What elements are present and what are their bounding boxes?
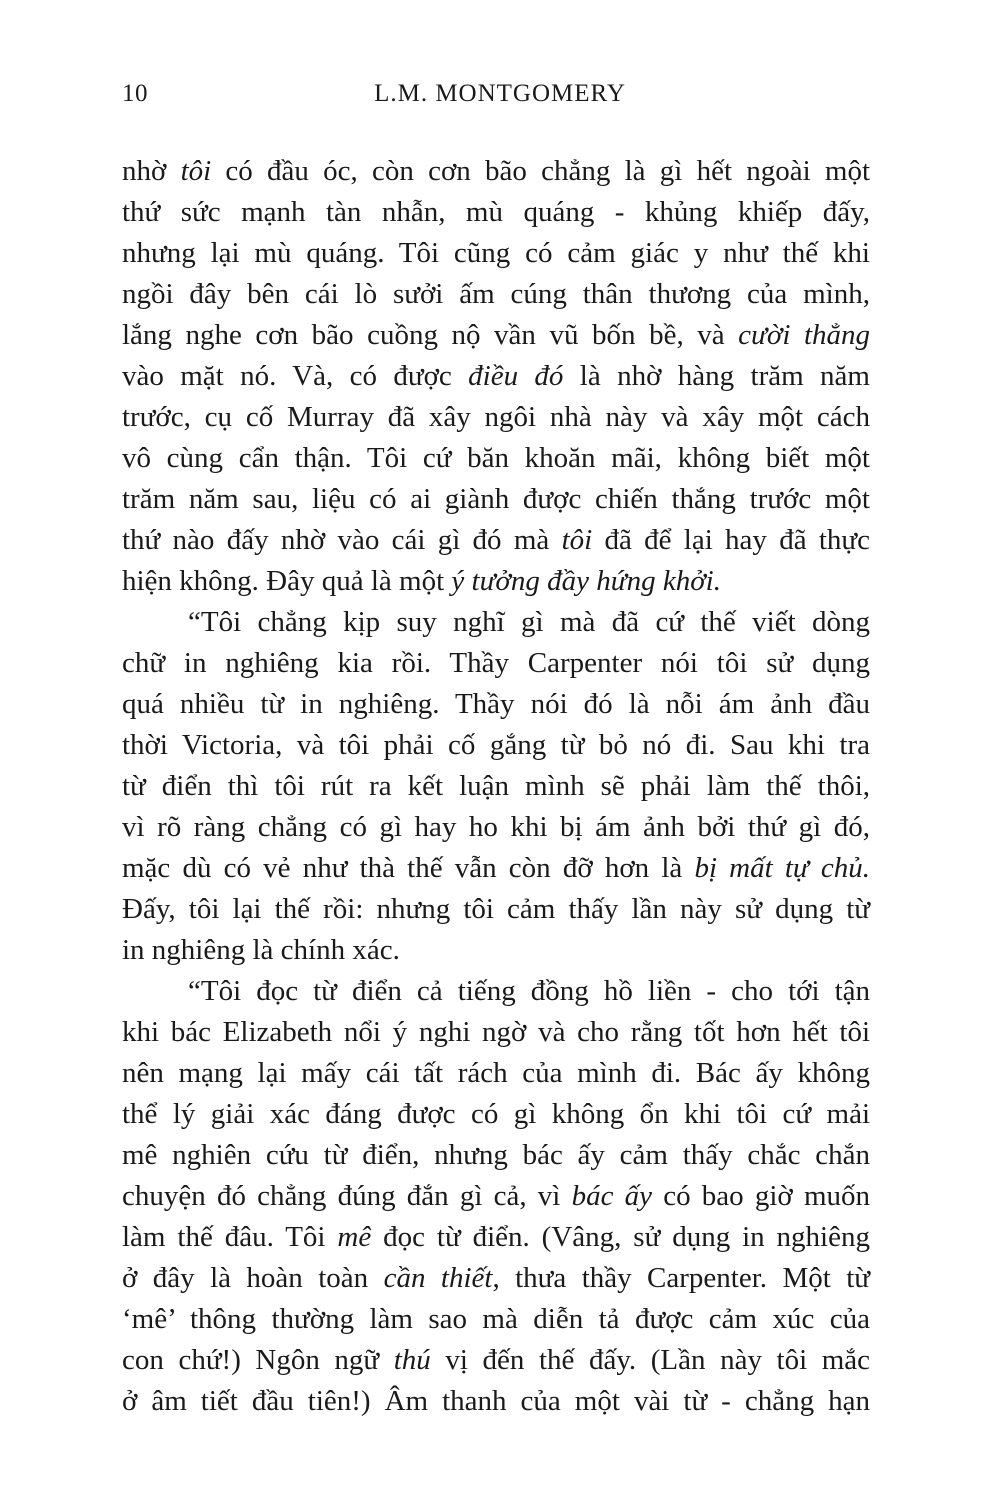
text-run: làm thế đâu. Tôi bbox=[122, 1221, 338, 1253]
italic-text: điều đó bbox=[468, 360, 564, 392]
text-line bbox=[122, 1053, 870, 1094]
italic-text: cười thẳng bbox=[738, 319, 871, 351]
text-run: nên mạng lại mấy cái tất rách của mình đi. Bác ấy không bbox=[122, 1057, 870, 1089]
text-run: đọc từ điển. (Vâng, sử dụng in nghiêng bbox=[371, 1221, 870, 1253]
italic-text: bác ấy bbox=[571, 1180, 653, 1212]
text-run: là nhờ hàng trăm năm bbox=[563, 360, 870, 392]
text-run: ‘mê’ thông thường làm sao mà diễn tả được cảm xúc của bbox=[122, 1303, 870, 1335]
page-number: 10 bbox=[122, 80, 148, 107]
text-line bbox=[122, 1381, 870, 1422]
text-run: nhờ bbox=[122, 155, 181, 187]
text-run: thứ sức mạnh tàn nhẫn, mù quáng - khủng khiếp đấy, bbox=[122, 196, 870, 228]
italic-text: cần thiết bbox=[383, 1262, 493, 1294]
text-line bbox=[122, 930, 870, 971]
text-run: mặc dù có vẻ như thà thế vẫn còn đỡ hơn là bbox=[122, 852, 695, 884]
running-title: L.M. MONTGOMERY bbox=[374, 80, 626, 107]
text-line bbox=[122, 766, 870, 807]
text-run: thể lý giải xác đáng được có gì không ổn khi tôi cứ mải bbox=[122, 1098, 870, 1130]
text-line bbox=[122, 356, 870, 397]
text-run: Đấy, tôi lại thế rồi: nhưng tôi cảm thấy lần này sử dụng từ bbox=[122, 893, 870, 925]
text-run: khi bác Elizabeth nổi ý nghi ngờ và cho rằng tốt hơn hết tôi bbox=[122, 1016, 870, 1048]
text-run: từ điển thì tôi rút ra kết luận mình sẽ phải làm thế thôi, bbox=[122, 770, 870, 802]
text-line bbox=[122, 561, 870, 602]
text-line bbox=[122, 1299, 870, 1340]
text-run: thứ nào đấy nhờ vào cái gì đó mà bbox=[122, 524, 562, 556]
text-run: in nghiêng là chính xác. bbox=[122, 934, 400, 966]
text-line bbox=[122, 151, 870, 192]
text-line bbox=[122, 1135, 870, 1176]
text-run: lắng nghe cơn bão cuồng nộ vần vũ bốn bề, và bbox=[122, 319, 739, 351]
text-run: con chứ!) Ngôn ngữ bbox=[122, 1344, 394, 1376]
italic-text: tôi bbox=[180, 155, 212, 187]
text-line bbox=[122, 848, 870, 889]
text-line bbox=[122, 602, 870, 643]
text-run: trăm năm sau, liệu có ai giành được chiến thắng trước một bbox=[122, 483, 870, 515]
text-run: mê nghiên cứu từ điển, nhưng bác ấy cảm thấy chắc chắn bbox=[122, 1139, 870, 1171]
text-line bbox=[122, 725, 870, 766]
text-line bbox=[122, 315, 870, 356]
text-line bbox=[122, 971, 870, 1012]
text-run: trước, cụ cố Murray đã xây ngôi nhà này và xây một cách bbox=[122, 401, 870, 433]
text-run: vì rõ ràng chẳng có gì hay ho khi bị ám ảnh bởi thứ gì đó, bbox=[122, 811, 870, 843]
italic-text: thú bbox=[393, 1344, 431, 1376]
text-line bbox=[122, 192, 870, 233]
text-run: ở đây là hoàn toàn bbox=[122, 1262, 384, 1294]
text-run: có đầu óc, còn cơn bão chẳng là gì hết ngoài một bbox=[211, 155, 871, 187]
text-line bbox=[122, 233, 870, 274]
text-line bbox=[122, 1258, 870, 1299]
text-run: vị đến thế đấy. (Lần này tôi mắc bbox=[430, 1344, 871, 1376]
body-text bbox=[122, 151, 870, 1422]
text-line bbox=[122, 1217, 870, 1258]
text-run: đã để lại hay đã thực bbox=[592, 524, 870, 556]
text-run: chữ in nghiêng kia rồi. Thầy Carpenter nói tôi sử dụng bbox=[122, 647, 870, 679]
text-run: quá nhiều từ in nghiêng. Thầy nói đó là nỗi ám ảnh đầu bbox=[122, 688, 870, 720]
text-run: vào mặt nó. Và, có được bbox=[122, 360, 469, 392]
italic-text: bị mất tự chủ. bbox=[694, 852, 870, 884]
text-run: chuyện đó chẳng đúng đắn gì cả, vì bbox=[122, 1180, 572, 1212]
text-line bbox=[122, 1340, 870, 1381]
text-run: vô cùng cẩn thận. Tôi cứ băn khoăn mãi, không biết một bbox=[122, 442, 870, 474]
text-run: “Tôi chẳng kịp suy nghĩ gì mà đã cứ thế viết dòng bbox=[188, 606, 870, 638]
text-line bbox=[122, 684, 870, 725]
text-run: “Tôi đọc từ điển cả tiếng đồng hồ liền - cho tới tận bbox=[188, 975, 870, 1007]
text-run: nhưng lại mù quáng. Tôi cũng có cảm giác y như thế khi bbox=[122, 237, 870, 269]
italic-text: ý tưởng đầy hứng khởi. bbox=[451, 565, 721, 597]
text-line bbox=[122, 643, 870, 684]
italic-text: mê bbox=[337, 1221, 372, 1253]
text-line bbox=[122, 274, 870, 315]
page-header bbox=[122, 80, 878, 116]
text-run: ở âm tiết đầu tiên!) Âm thanh của một vài từ - chẳng hạn bbox=[122, 1385, 870, 1417]
text-run: ngồi đây bên cái lò sưởi ấm cúng thân thương của mình, bbox=[122, 278, 870, 310]
text-run: thời Victoria, và tôi phải cố gắng từ bỏ nó đi. Sau khi tra bbox=[122, 729, 870, 761]
text-line bbox=[122, 1094, 870, 1135]
italic-text: tôi bbox=[561, 524, 593, 556]
text-run: , thưa thầy Carpenter. Một từ bbox=[492, 1262, 871, 1294]
text-line bbox=[122, 438, 870, 479]
text-run: có bao giờ muốn bbox=[652, 1180, 871, 1212]
text-line bbox=[122, 807, 870, 848]
text-line bbox=[122, 520, 870, 561]
text-line bbox=[122, 479, 870, 520]
text-line bbox=[122, 397, 870, 438]
text-line bbox=[122, 889, 870, 930]
text-run: hiện không. Đây quả là một bbox=[122, 565, 452, 597]
text-line bbox=[122, 1012, 870, 1053]
text-line bbox=[122, 1176, 870, 1217]
